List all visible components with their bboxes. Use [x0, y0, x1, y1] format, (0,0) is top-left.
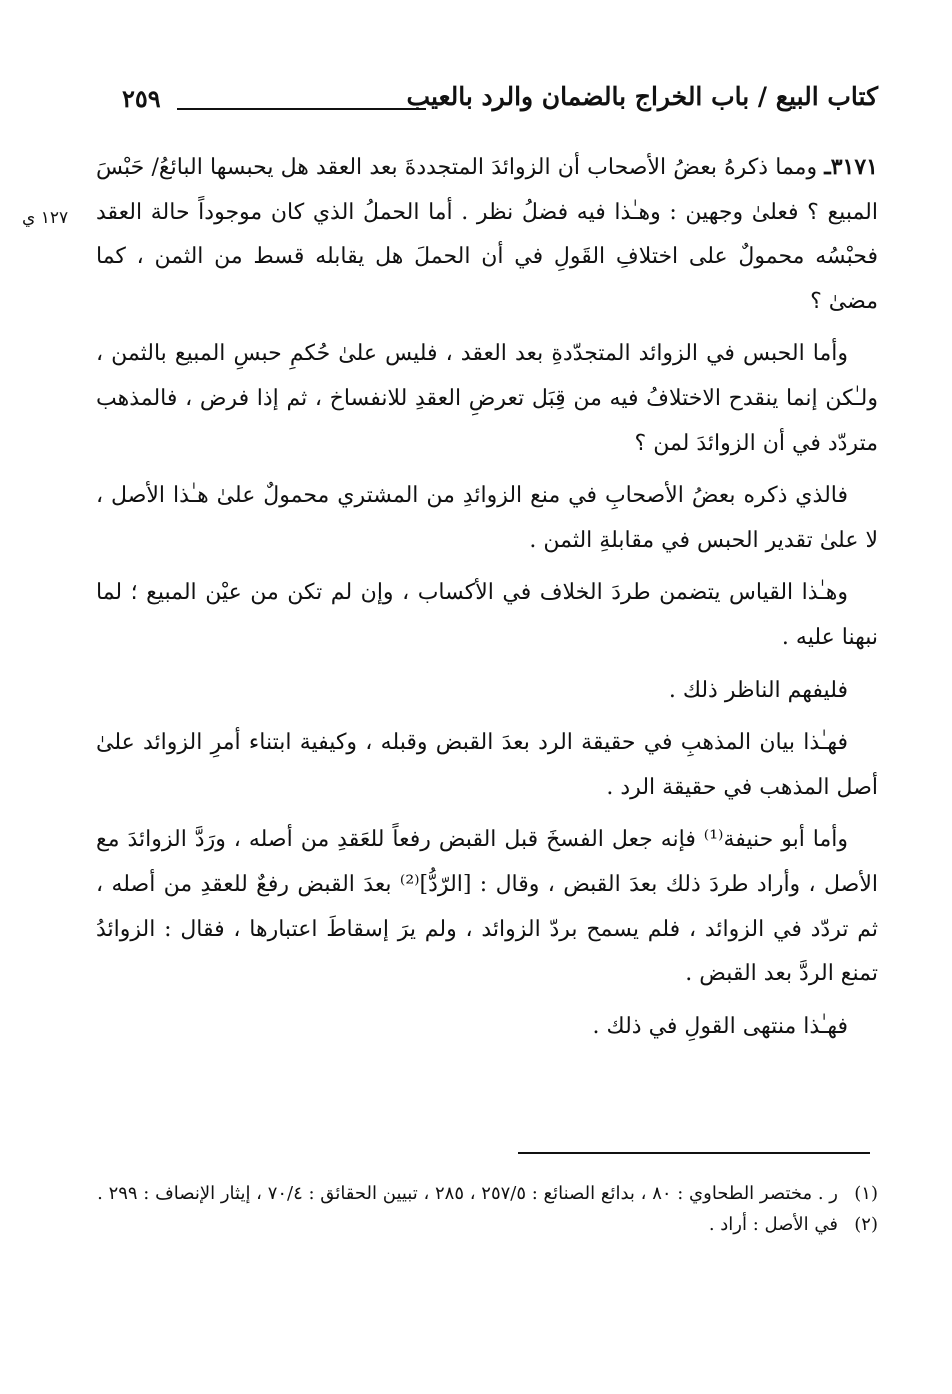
paragraph-text: فليفهم الناظر ذلك .: [668, 677, 848, 703]
footnote: [96, 1178, 878, 1209]
paragraph: [96, 145, 878, 324]
paragraph: [96, 669, 878, 714]
header-rule: [177, 108, 426, 110]
footnote-marker: (٢): [854, 1214, 878, 1235]
main-text: [96, 145, 878, 1057]
paragraph: [96, 571, 878, 660]
paragraph: [96, 721, 878, 810]
running-header: [112, 82, 878, 122]
paragraph: [96, 474, 878, 563]
paragraph-text: فهـٰذا بيان المذهبِ في حقيقة الرد بعدَ القبض وقبله ، وكيفية ابتناء أمرِ الزوائد علىٰ أصل المذهب في حقيقة الرد .: [96, 730, 878, 800]
paragraph-text: وأما أبو حنيفة⁽¹⁾ فإنه جعل الفسخَ قبل القبض رفعاً للعَقدِ من أصله ، ورَدَّ الزوائدَ مع الأصل ، وأراد طردَ ذلك بعدَ القبض ، وقال : [الرّدُّ]⁽²⁾ بعدَ القبض رفعٌ للعقدِ من أصله ، ثم تردّد في الزوائد ، فلم يسمح بردّ الزوائد ، ولم يرَ إسقاطَ اعتبارها ، فقال : الزوائدُ تمنع الردَّ بعد القبض .: [96, 827, 878, 987]
paragraph: [96, 818, 878, 996]
header-title: كتاب البيع / باب الخراج بالضمان والرد بالعيب: [406, 82, 878, 111]
paragraph-text: وهـٰذا القياس يتضمن طردَ الخلاف في الأكساب ، وإن لم تكن من عيْن المبيع ؛ لما نبهنا عليه .: [96, 580, 878, 650]
footnotes: [96, 1178, 878, 1240]
footnote-text: في الأصل : أراد .: [708, 1214, 838, 1235]
paragraph-number: ٣١٧١ـ: [824, 154, 878, 180]
paragraph-text: ومما ذكرهُ بعضُ الأصحاب أن الزوائدَ المتجددةَ بعد العقد هل يحبسها البائعُ/ حَبْسَ المبيع ؟ فعلىٰ وجهين : وهـٰذا فيه فضلُ نظر . أما الحملُ الذي كان موجوداً حالة العقد فحبْسُه محمولٌ على اختلافِ القَولِ في أن الحملَ هل يقابله قسط من الثمن ، كما مضىٰ ؟: [96, 155, 878, 314]
footnote-text: ر . مختصر الطحاوي : ٨٠ ، بدائع الصنائع : ٢٥٧/٥ ، ٢٨٥ ، تبيين الحقائق : ٧٠/٤ ، إيثار الإنصاف : ٢٩٩ .: [97, 1183, 838, 1204]
footnote: [96, 1209, 878, 1240]
paragraph: [96, 332, 878, 466]
paragraph-text: فهـٰذا منتهى القولِ في ذلك .: [592, 1013, 848, 1039]
page-number: ٢٥٩: [122, 84, 161, 113]
paragraph-text: وأما الحبس في الزوائد المتجدّدةِ بعد العقد ، فليس علىٰ حُكمِ حبسِ المبيع بالثمن ، ولـٰكن إنما ينقدح الاختلافُ فيه من قِبَل تعرضِ العقدِ للانفساخ ، ثم إذا فرض ، فالمذهب متردّد في أن الزوائدَ لمن ؟: [96, 341, 878, 456]
footnote-separator: [518, 1152, 870, 1154]
paragraph-text: فالذي ذكره بعضُ الأصحابِ في منع الزوائدِ من المشتري محمولٌ علىٰ هـٰذا الأصل ، لا علىٰ تقدير الحبس في مقابلةِ الثمن .: [96, 483, 878, 553]
paragraph: [96, 1005, 878, 1050]
manuscript-folio-note: ١٢٧ ي: [22, 208, 69, 228]
footnote-marker: (١): [854, 1183, 878, 1204]
